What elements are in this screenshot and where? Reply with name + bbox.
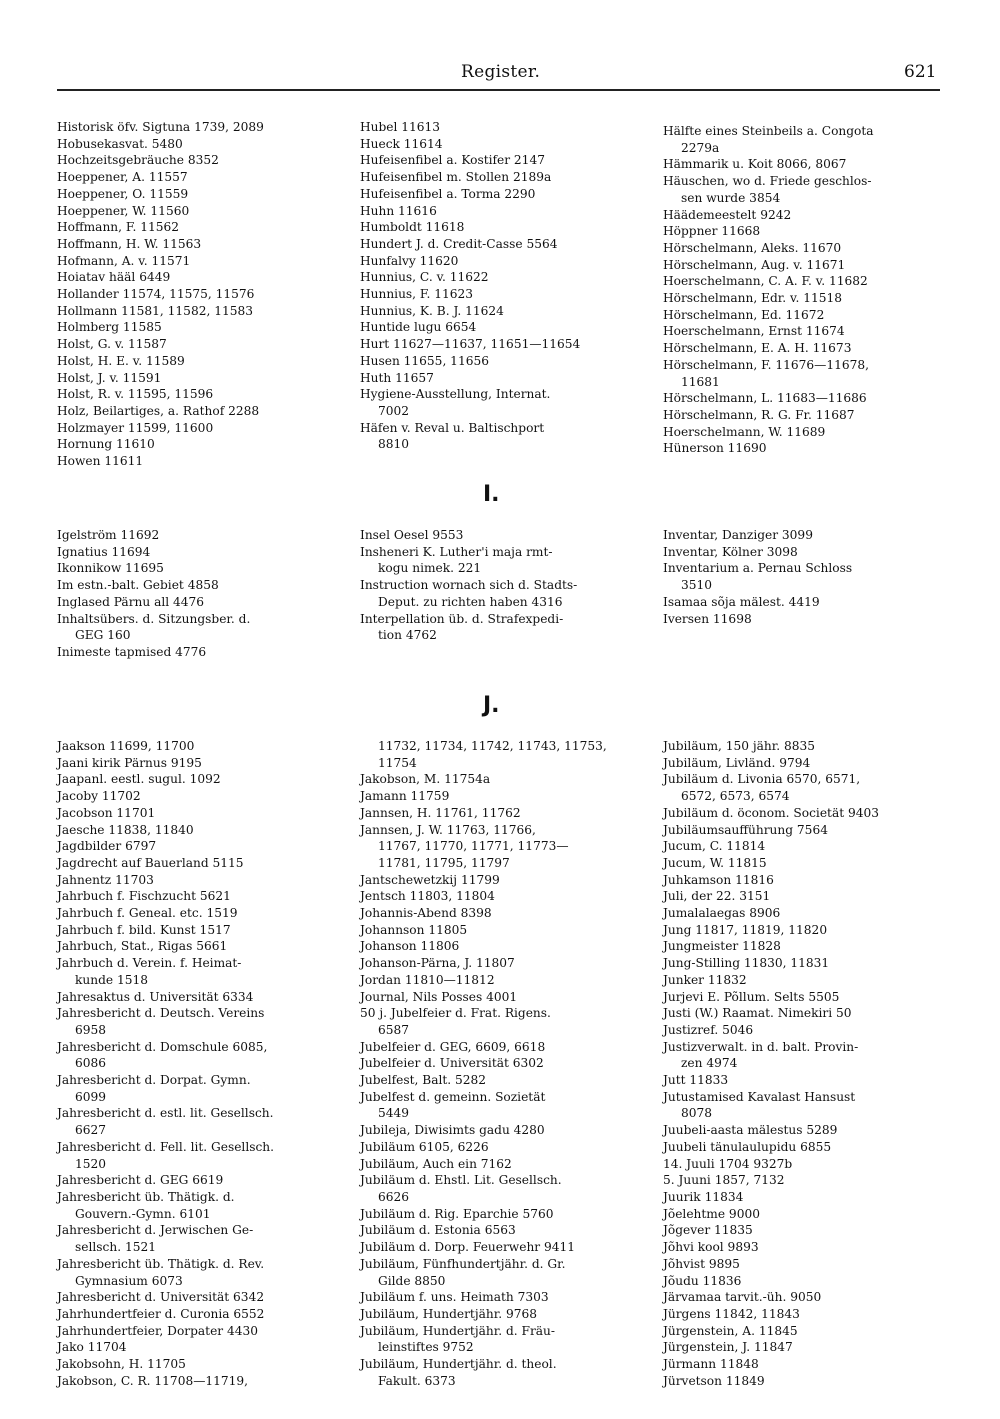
index-entry: Hufeisenfibel a. Torma 2290 <box>360 186 536 201</box>
index-entry: Insel Oesel 9553 <box>360 528 464 542</box>
index-entry-continuation: Fakult. 6373 <box>378 1373 456 1388</box>
index-entry: 14. Juuli 1704 9327b <box>663 1156 793 1171</box>
index-entry: Hunnius, K. B. J. 11624 <box>360 303 504 318</box>
index-entry: Huhn 11616 <box>360 203 437 218</box>
index-entry: Hoeppener, W. 11560 <box>57 203 190 218</box>
index-entry: Jahrbuch f. bild. Kunst 1517 <box>57 922 231 937</box>
index-entry-continuation: 6086 <box>75 1056 107 1071</box>
index-entry: Jacoby 11702 <box>57 789 141 804</box>
page-number: 621 <box>904 62 937 82</box>
index-entry: Howen 11611 <box>57 454 144 469</box>
index-entry: Jahrbuch d. Verein. f. Heimat- <box>57 956 242 971</box>
index-entry: Holmberg 11585 <box>57 320 162 335</box>
index-entry: Igelström 11692 <box>57 528 160 542</box>
index-entry: Hörschelmann, Ed. 11672 <box>663 307 825 322</box>
index-entry: Jubiläumsaufführung 7564 <box>663 822 828 837</box>
index-entry: Jubiläum, Hundertjähr. d. Fräu- <box>360 1323 556 1338</box>
index-entry: Hörschelmann, L. 11683—11686 <box>663 391 867 406</box>
index-entry: Hoeppener, A. 11557 <box>57 170 188 185</box>
index-entry-continuation: zen 4974 <box>681 1056 738 1071</box>
index-entry: 50 j. Jubelfeier d. Frat. Rigens. <box>360 1006 551 1021</box>
index-entry: Iversen 11698 <box>663 611 752 626</box>
index-entry-continuation: 2279a <box>681 140 720 155</box>
index-entry: Jamann 11759 <box>360 789 450 804</box>
index-entry-continuation: sellsch. 1521 <box>75 1240 156 1255</box>
index-entry: Im estn.-balt. Gebiet 4858 <box>57 578 219 593</box>
index-column-h-2 <box>360 119 642 453</box>
index-entry: Justi (W.) Raamat. Nimekiri 50 <box>663 1006 852 1021</box>
index-entry: Jubiläum, 150 jähr. 8835 <box>663 739 816 753</box>
index-entry: Jahresbericht üb. Thätigk. d. <box>57 1189 235 1204</box>
index-entry: Jahresbericht d. Universität 6342 <box>57 1290 265 1305</box>
index-entry-continuation: 6627 <box>75 1123 107 1138</box>
index-entry-continuation: 11767, 11770, 11771, 11773— <box>378 839 569 854</box>
index-entry: Hörschelmann, E. A. H. 11673 <box>663 341 852 356</box>
index-entry: Inhaltsübers. d. Sitzungsber. d. <box>57 611 251 626</box>
index-entry-continuation: 8078 <box>681 1106 713 1121</box>
index-entry: Jakobson, M. 11754a <box>360 772 491 787</box>
index-entry: Jahrbuch f. Fischzucht 5621 <box>57 889 231 904</box>
index-entry: Instruction wornach sich d. Stadts- <box>360 578 578 593</box>
index-entry: Jubiläum 6105, 6226 <box>360 1139 489 1154</box>
index-entry-continuation: tion 4762 <box>378 628 437 643</box>
index-entry: Inventarium a. Pernau Schloss <box>663 561 853 576</box>
index-entry: Johannis-Abend 8398 <box>360 906 492 921</box>
index-entry: Humboldt 11618 <box>360 220 465 235</box>
index-entry-continuation: 7002 <box>378 403 410 418</box>
index-entry-continuation: Gymnasium 6073 <box>75 1273 183 1288</box>
index-entry: Journal, Nils Posses 4001 <box>360 989 518 1004</box>
index-entry: Holst, J. v. 11591 <box>57 370 162 385</box>
index-column-j-3 <box>663 738 945 1389</box>
index-entry-continuation: 6626 <box>378 1189 410 1204</box>
index-entry-continuation: 11732, 11734, 11742, 11743, 11753, <box>378 739 607 753</box>
section-letter-j: J. <box>483 693 500 718</box>
index-entry: Jaakson 11699, 11700 <box>57 739 195 753</box>
index-entry: Insheneri K. Luther'i maja rmt- <box>360 544 553 559</box>
index-entry: Jahresbericht d. Deutsch. Vereins <box>57 1006 265 1021</box>
index-entry: Jubiläum f. uns. Heimath 7303 <box>360 1290 549 1305</box>
index-entry: Jordan 11810—11812 <box>360 972 495 987</box>
index-entry: Jacobson 11701 <box>57 805 156 820</box>
index-entry: Jubiläum, Hundertjähr. 9768 <box>360 1306 537 1321</box>
index-entry: Jutustamised Kavalast Hansust <box>663 1089 856 1104</box>
index-entry: Isamaa sõja mälest. 4419 <box>663 594 820 609</box>
index-entry: Holst, G. v. 11587 <box>57 337 167 352</box>
index-entry: Juubeli-aasta mälestus 5289 <box>663 1123 838 1138</box>
index-entry-continuation: 3510 <box>681 578 713 593</box>
index-entry-continuation: 11681 <box>681 374 720 389</box>
index-entry: Jahnentz 11703 <box>57 872 154 887</box>
page-title: Register. <box>461 62 541 82</box>
index-entry: Häuschen, wo d. Friede geschlos- <box>663 174 872 189</box>
index-entry: Jannsen, J. W. 11763, 11766, <box>360 822 536 837</box>
index-entry-continuation: 5449 <box>378 1106 410 1121</box>
index-column-i-1 <box>57 527 339 661</box>
index-entry: Höppner 11668 <box>663 224 761 239</box>
index-entry: Jürgenstein, J. 11847 <box>663 1340 793 1355</box>
index-entry: Häfen v. Reval u. Baltischport <box>360 420 545 435</box>
index-entry: Hubel 11613 <box>360 120 441 134</box>
index-entry: Jõelehtme 9000 <box>663 1206 760 1221</box>
index-entry: Järvamaa tarvit.-üh. 9050 <box>663 1290 822 1305</box>
index-entry: Hurt 11627—11637, 11651—11654 <box>360 337 581 352</box>
index-entry: Jahresbericht d. Dorpat. Gymn. <box>57 1073 251 1088</box>
index-entry: Jaapanl. eestl. sugul. 1092 <box>57 772 221 787</box>
index-entry: Jannsen, H. 11761, 11762 <box>360 805 521 820</box>
index-entry: Holst, H. E. v. 11589 <box>57 353 185 368</box>
index-entry: Jahrbuch, Stat., Rigas 5661 <box>57 939 228 954</box>
index-entry: Juhkamson 11816 <box>663 872 774 887</box>
index-entry: Hämmarik u. Koit 8066, 8067 <box>663 157 847 172</box>
index-entry: Jahresbericht d. Fell. lit. Gesellsch. <box>57 1139 275 1154</box>
index-entry: Hundert J. d. Credit-Casse 5564 <box>360 236 558 251</box>
index-entry-continuation: Gilde 8850 <box>378 1273 446 1288</box>
index-entry: Jubiläum d. Estonia 6563 <box>360 1223 516 1238</box>
index-entry: Inimeste tapmised 4776 <box>57 644 207 659</box>
index-entry: Jahresbericht d. Domschule 6085, <box>57 1039 268 1054</box>
index-entry: Johannson 11805 <box>360 922 468 937</box>
index-entry: Hörschelmann, Aleks. 11670 <box>663 240 842 255</box>
index-entry: Hoffmann, F. 11562 <box>57 220 179 235</box>
index-entry: Holst, R. v. 11595, 11596 <box>57 387 214 402</box>
index-entry: Jürgens 11842, 11843 <box>663 1306 800 1321</box>
index-entry: Interpellation üb. d. Strafexpedi- <box>360 611 564 626</box>
index-entry: Juurik 11834 <box>663 1189 744 1204</box>
index-entry: Jõudu 11836 <box>663 1273 742 1288</box>
index-entry: Jakobsohn, H. 11705 <box>57 1357 186 1372</box>
index-entry: Jako 11704 <box>57 1340 127 1355</box>
index-entry: Jurjevi E. Põllum. Selts 5505 <box>663 989 840 1004</box>
index-entry: Jahresaktus d. Universität 6334 <box>57 989 254 1004</box>
index-entry: Hollmann 11581, 11582, 11583 <box>57 303 253 318</box>
index-entry: Jahresbericht d. GEG 6619 <box>57 1173 224 1188</box>
index-entry-continuation: 8810 <box>378 437 410 452</box>
index-entry: Jubiläum d. Dorp. Feuerwehr 9411 <box>360 1240 576 1255</box>
index-entry-continuation: Deput. zu richten haben 4316 <box>378 594 563 609</box>
index-entry: Jürvetson 11849 <box>663 1373 765 1388</box>
index-entry: Hunfalvy 11620 <box>360 253 459 268</box>
index-entry: Jentsch 11803, 11804 <box>360 889 495 904</box>
index-entry: Hoerschelmann, W. 11689 <box>663 424 826 439</box>
index-entry: Häädemeestelt 9242 <box>663 207 792 222</box>
index-entry: Hornung 11610 <box>57 437 155 452</box>
index-entry: Hoiatav hääl 6449 <box>57 270 171 285</box>
index-entry: Jagdrecht auf Bauerland 5115 <box>57 855 244 870</box>
index-entry: Jung-Stilling 11830, 11831 <box>663 956 830 971</box>
index-entry: Inventar, Danziger 3099 <box>663 528 813 542</box>
index-entry: Jahresbericht d. estl. lit. Gesellsch. <box>57 1106 274 1121</box>
index-entry: Jungmeister 11828 <box>663 939 781 954</box>
index-entry: Hünerson 11690 <box>663 441 767 456</box>
index-entry: Jantschewetzkij 11799 <box>360 872 500 887</box>
index-entry: Jubiläum d. Livonia 6570, 6571, <box>663 772 861 787</box>
index-entry: Johanson-Pärna, J. 11807 <box>360 956 515 971</box>
index-entry: Jubelfest d. gemeinn. Sozietät <box>360 1089 546 1104</box>
index-entry: Hörschelmann, F. 11676—11678, <box>663 357 870 372</box>
index-entry: Jõgever 11835 <box>663 1223 753 1238</box>
index-entry: Juubeli tänulaulupidu 6855 <box>663 1139 832 1154</box>
index-entry: Jakobson, C. R. 11708—11719, <box>57 1373 249 1388</box>
index-entry: Holz, Beilartiges, a. Rathof 2288 <box>57 403 260 418</box>
index-column-i-2 <box>360 527 642 644</box>
index-entry: Jaani kirik Pärnus 9195 <box>57 755 202 770</box>
index-entry-continuation: kunde 1518 <box>75 972 148 987</box>
index-entry: Hörschelmann, Aug. v. 11671 <box>663 257 846 272</box>
index-entry: Huth 11657 <box>360 370 434 385</box>
index-entry: Jutt 11833 <box>663 1073 729 1088</box>
index-entry: Juli, der 22. 3151 <box>663 889 771 904</box>
index-entry-continuation: 6958 <box>75 1022 107 1037</box>
index-entry: Jaesche 11838, 11840 <box>57 822 194 837</box>
index-entry: Jubiläum, Fünfhundertjähr. d. Gr. <box>360 1256 566 1271</box>
index-entry-continuation: 6572, 6573, 6574 <box>681 789 790 804</box>
index-entry: 5. Juuni 1857, 7132 <box>663 1173 785 1188</box>
index-entry-continuation: 11754 <box>378 755 417 770</box>
index-entry: Jahresbericht d. Jerwischen Ge- <box>57 1223 254 1238</box>
index-entry: Jubiläum, Hundertjähr. d. theol. <box>360 1357 557 1372</box>
index-column-h-3 <box>663 123 945 457</box>
index-entry-continuation: 6587 <box>378 1022 410 1037</box>
index-entry-continuation: kogu nimek. 221 <box>378 561 482 576</box>
index-entry-continuation: Gouvern.-Gymn. 6101 <box>75 1206 211 1221</box>
index-entry: Hunnius, F. 11623 <box>360 287 474 302</box>
index-entry: Hofmann, A. v. 11571 <box>57 253 191 268</box>
index-entry: Hufeisenfibel a. Kostifer 2147 <box>360 153 545 168</box>
index-entry: Ikonnikow 11695 <box>57 561 164 576</box>
index-entry: Jubiläum d. Rig. Eparchie 5760 <box>360 1206 554 1221</box>
index-entry: Hoffmann, H. W. 11563 <box>57 236 202 251</box>
index-entry-continuation: sen wurde 3854 <box>681 190 781 205</box>
index-entry: Jahrhundertfeier d. Curonia 6552 <box>57 1306 265 1321</box>
index-entry: Husen 11655, 11656 <box>360 353 489 368</box>
index-entry: Jubelfeier d. Universität 6302 <box>360 1056 544 1071</box>
index-column-j-1 <box>57 738 339 1389</box>
index-entry: Jubiläum d. Ehstl. Lit. Gesellsch. <box>360 1173 562 1188</box>
index-entry: Jubelfeier d. GEG, 6609, 6618 <box>360 1039 546 1054</box>
index-entry-continuation: 1520 <box>75 1156 107 1171</box>
index-entry-continuation: leinstiftes 9752 <box>378 1340 474 1355</box>
index-entry: Hygiene-Ausstellung, Internat. <box>360 387 551 402</box>
index-entry: Historisk öfv. Sigtuna 1739, 2089 <box>57 120 264 134</box>
index-entry: Jumalalaegas 8906 <box>663 906 781 921</box>
index-entry: Junker 11832 <box>663 972 747 987</box>
index-entry: Holzmayer 11599, 11600 <box>57 420 214 435</box>
index-entry: Huntide lugu 6654 <box>360 320 477 335</box>
index-entry: Jahrhundertfeier, Dorpater 4430 <box>57 1323 259 1338</box>
index-entry: Jubiläum, Auch ein 7162 <box>360 1156 512 1171</box>
index-entry: Jürmann 11848 <box>663 1357 759 1372</box>
index-entry: Hoeppener, O. 11559 <box>57 186 189 201</box>
index-entry: Jubiläum d. öconom. Societät 9403 <box>663 805 879 820</box>
index-entry: Justizref. 5046 <box>663 1022 754 1037</box>
index-entry: Jõhvi kool 9893 <box>663 1240 759 1255</box>
index-entry: Hälfte eines Steinbeils a. Congota <box>663 124 874 138</box>
index-entry: Jõhvist 9895 <box>663 1256 740 1271</box>
index-entry: Jucum, C. 11814 <box>663 839 766 854</box>
index-entry-continuation: 11781, 11795, 11797 <box>378 855 510 870</box>
index-entry: Jagdbilder 6797 <box>57 839 157 854</box>
index-entry: Hörschelmann, Edr. v. 11518 <box>663 291 842 306</box>
index-entry: Hobusekasvat. 5480 <box>57 136 183 151</box>
index-entry: Jahrbuch f. Geneal. etc. 1519 <box>57 906 238 921</box>
index-entry: Jubiläum, Livländ. 9794 <box>663 755 811 770</box>
header-rule <box>57 89 940 91</box>
index-entry: Hunnius, C. v. 11622 <box>360 270 489 285</box>
index-entry: Justizverwalt. in d. balt. Provin- <box>663 1039 859 1054</box>
index-entry: Jung 11817, 11819, 11820 <box>663 922 828 937</box>
index-entry: Jahresbericht üb. Thätigk. d. Rev. <box>57 1256 265 1271</box>
index-entry: Hörschelmann, R. G. Fr. 11687 <box>663 407 855 422</box>
index-entry: Hollander 11574, 11575, 11576 <box>57 287 255 302</box>
section-letter-i: I. <box>483 482 500 507</box>
index-entry-continuation: GEG 160 <box>75 628 131 643</box>
index-entry: Jürgenstein, A. 11845 <box>663 1323 798 1338</box>
index-entry: Ignatius 11694 <box>57 544 151 559</box>
index-entry: Hochzeitsgebräuche 8352 <box>57 153 219 168</box>
index-entry: Jubileja, Diwisimts gadu 4280 <box>360 1123 545 1138</box>
index-column-i-3 <box>663 527 945 627</box>
index-entry: Jubelfest, Balt. 5282 <box>360 1073 487 1088</box>
index-column-h-1 <box>57 119 339 470</box>
index-entry: Johanson 11806 <box>360 939 460 954</box>
index-entry: Hoerschelmann, C. A. F. v. 11682 <box>663 274 868 289</box>
index-entry: Hueck 11614 <box>360 136 443 151</box>
index-entry: Hoerschelmann, Ernst 11674 <box>663 324 845 339</box>
index-entry: Inglased Pärnu all 4476 <box>57 594 205 609</box>
index-entry: Jucum, W. 11815 <box>663 855 767 870</box>
index-entry-continuation: 6099 <box>75 1089 107 1104</box>
index-entry: Hufeisenfibel m. Stollen 2189a <box>360 170 552 185</box>
index-column-j-2 <box>360 738 642 1389</box>
index-entry: Inventar, Kölner 3098 <box>663 544 798 559</box>
